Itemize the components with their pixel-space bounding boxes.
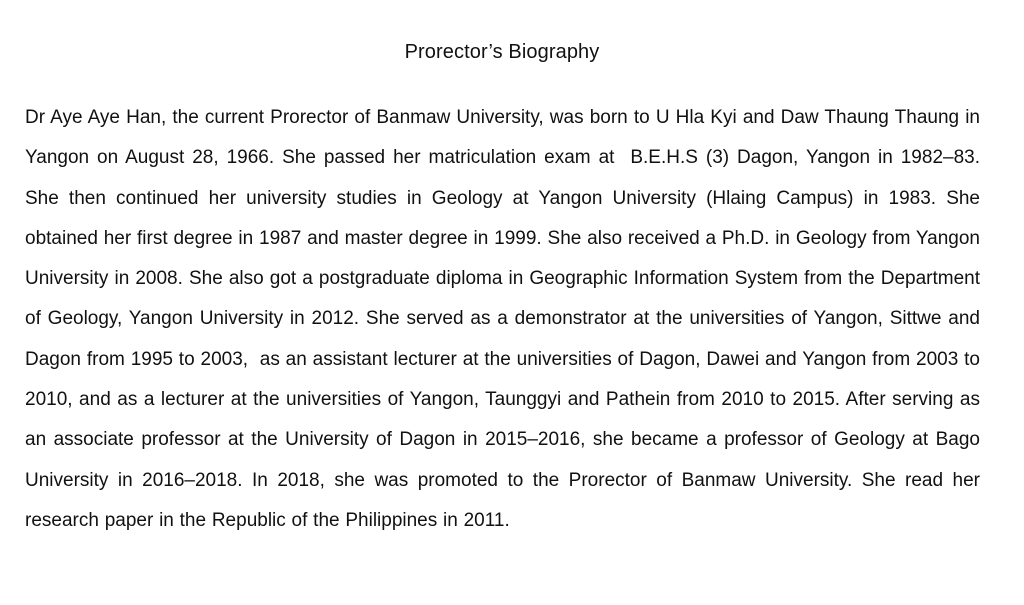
page-title: Prorector’s Biography <box>404 41 600 63</box>
biography-paragraph: Dr Aye Aye Han, the current Prorector of Banmaw University, was born to U Hla Kyi and Daw Thaung Thaung in Yangon on August 28, 1966. She passed her matriculation exam at B.E.H.S (3) Dagon, Yangon in 1982–83. She then continued her university studies in Geology at Yangon University (Hlaing Campus) in 1983. She obtained her first degree in 1987 and master degree in 1999. She also received a Ph.D. in Geology from Yangon University in 2008. She also got a postgraduate diploma in Geographic Information System from the Department of Geology, Yangon University in 2012. She served as a demonstrator at the universities of Yangon, Sittwe and Dagon from 1995 to 2003, as an assistant lecturer at the universities of Dagon, Dawei and Yangon from 2003 to 2010, and as a lecturer at the universities of Yangon, Taunggyi and Pathein from 2010 to 2015. After serving as an associate professor at the University of Dagon in 2015–2016, she became a professor of Geology at Bago University in 2016–2018. In 2018, she was promoted to the Prorector of Banmaw University. She read her research paper in the Republic of the Philippines in 2011. <box>25 107 986 531</box>
